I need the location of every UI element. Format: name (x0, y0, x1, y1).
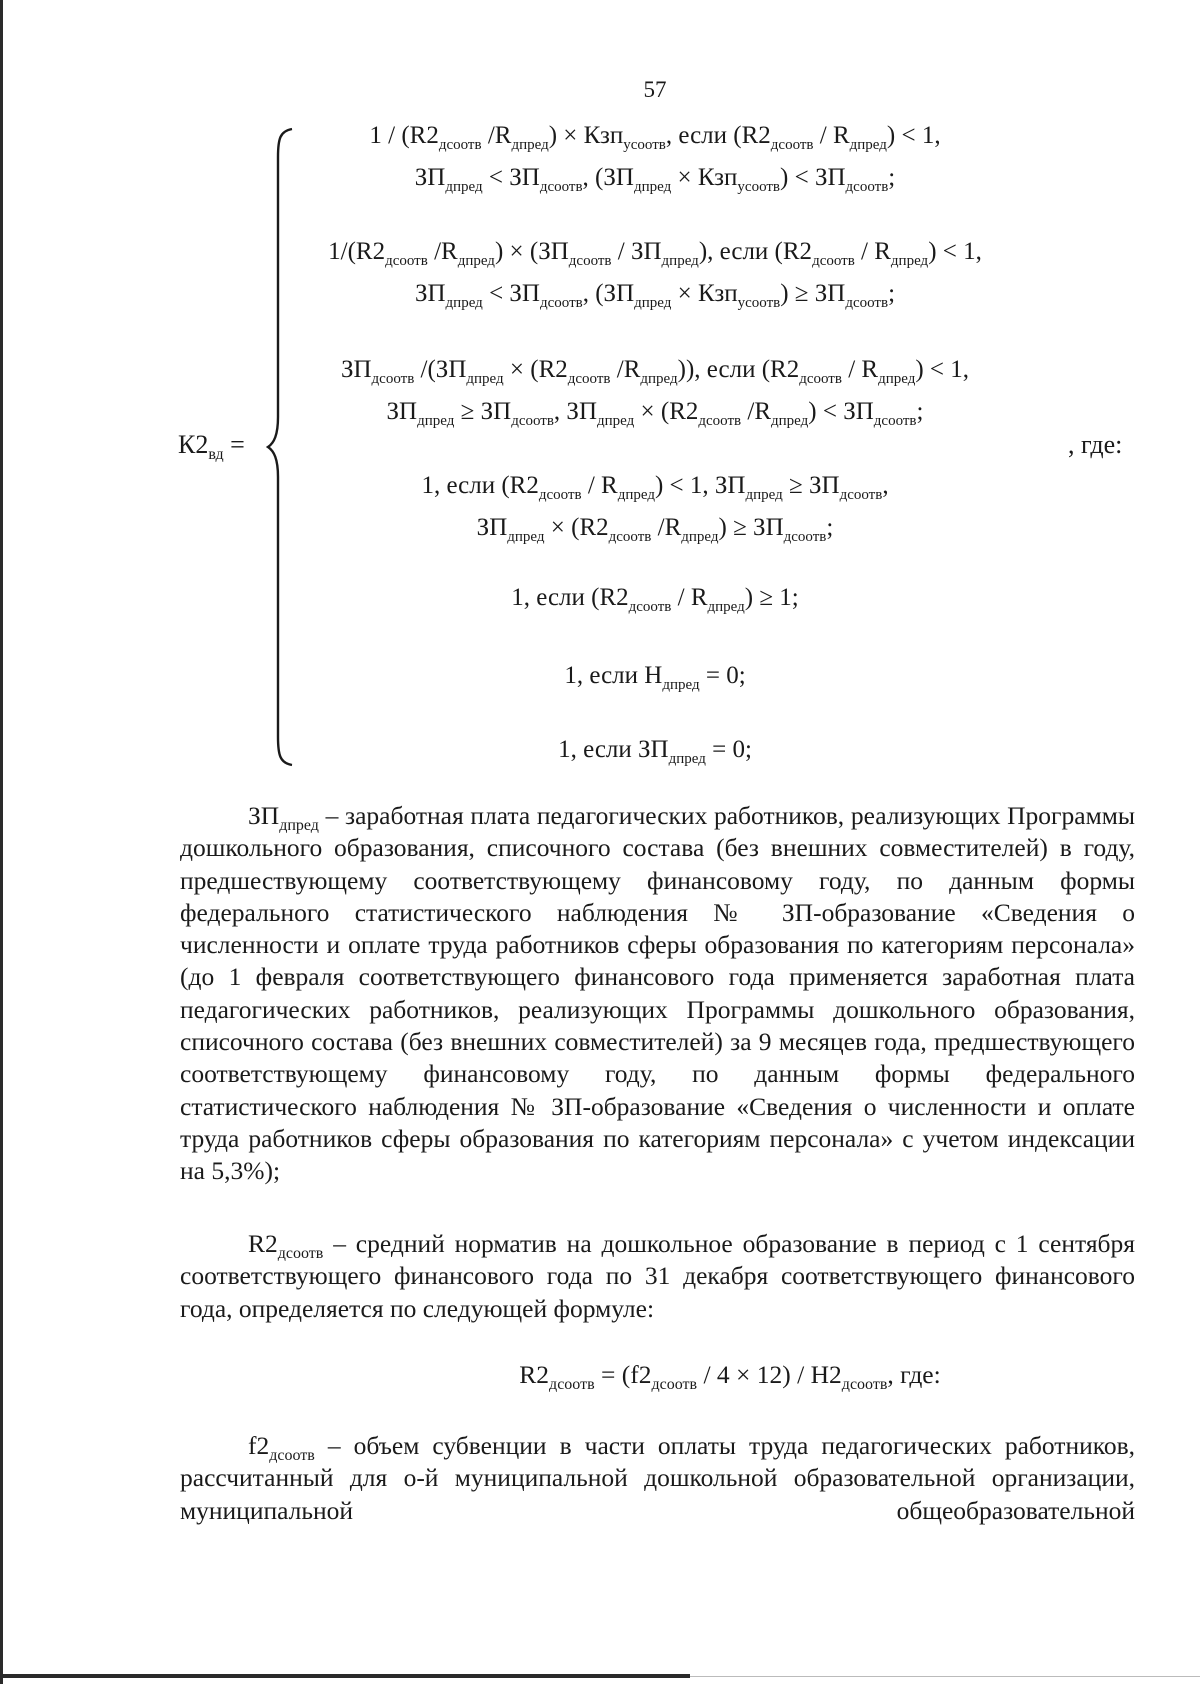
case-line: 1, если $Н_{дпред} = 0$; (564, 662, 746, 693)
case-line: 1, если $ЗП_{дпред} = 0$; (558, 736, 752, 767)
case-line: 1, если $(R2_{дсоотв} / R_{дпред}) < 1$, $ЗП_{дпред} \ge ЗП_{дсоотв}$, (421, 472, 889, 503)
scan-edge (0, 1674, 690, 1678)
case-line: $1 / (R2_{дсоотв}$ $/R_{дпред}) \times Кзп_{усоотв}$, если $(R2_{дсоотв} / R_{дпред}) < 1$, (369, 122, 941, 153)
r2-formula: $R2_{дсоотв} = (f2_{дсоотв} / 4 \times 12) / Н2_{дсоотв}$, где: (519, 1360, 941, 1393)
case-line: $ЗП_{дпред} < ЗП_{дсоотв}$, $(ЗП_{дпред} \times Кзп_{усоотв}) < ЗП_{дсоотв}$; (414, 164, 896, 195)
definition-paragraph: $ЗП_{дпред}$ – заработная плата педагогических работников, реализующих Программы дошкольного образования, списочного состава (без внешних совместителей) в году, предшествующему соответствующему финансовому году, по данным формы федерального статистического наблюдения № ЗП-образование «Сведения о численности и оплате труда работников сферы образования по категориям персонала» (до 1 февраля соответствующего финансового года применяется заработная плата педагогических работников, реализующих Программы дошкольного образования, списочного состава (без внешних совместителей) за 9 месяцев года, предшествующего соответствующему финансовому году, по данным формы федерального статистического наблюдения № ЗП-образование «Сведения о численности и оплате труда работников сферы образования по категориям персонала» с учетом индексации на 5,3%); (180, 801, 1135, 1186)
definition-paragraph: $f2_{дсоотв}$ – объем субвенции в части оплаты труда педагогических работников, рассчитанный для о-й муниципальной дошкольной образовательной организации, муниципальной общеобразовательной (180, 1431, 1135, 1525)
case-line: 1, если $(R2_{дсоотв} / R_{дпред}) \ge 1$; (511, 584, 799, 615)
term: f2 (248, 1431, 270, 1460)
case-line: $ЗП_{дсоотв}$ $/(ЗП_{дпред} \times (R2_{дсоотв}$ $/R_{дпред}$)), если $(R2_{дсоотв} / R_{дпред}) < 1$, (340, 356, 970, 387)
term: R2 (248, 1229, 278, 1258)
scan-edge (690, 1676, 1200, 1677)
case-line: $ЗП_{дпред} < ЗП_{дсоотв}$, $(ЗП_{дпред} \times Кзп_{усоотв}) \ge ЗП_{дсоотв}$; (414, 280, 896, 311)
term: ЗП (248, 801, 280, 830)
page-number: 57 (643, 77, 667, 102)
case-line: $ЗП_{дпред} \ge ЗП_{дсоотв}$, $ЗП_{дпред} \times (R2_{дсоотв}$ $/R_{дпред}) < ЗП_{дсоотв}$; (386, 398, 924, 429)
definition-paragraph: $R2_{дсоотв}$ – средний норматив на дошкольное образование в период с 1 сентября соответствующего финансового года по 31 декабря соответствующего финансового года, определяется по следующей формуле: (180, 1229, 1135, 1323)
definition-text: – средний норматив на дошкольное образование в период с 1 сентября соответствующего финансового года по 31 декабря соответствующего финансового года, определяется по следующей формуле: (180, 1229, 1135, 1323)
where-label: , где: (1068, 430, 1123, 459)
k2-formula-label: $К2_{вд}$ = (178, 430, 245, 463)
case-line: $1/(R2_{дсоотв}$ $/R_{дпред}) \times (ЗП_{дсоотв} / ЗП_{дпред})$, если $(R2_{дсоотв} / R_{дпред}) < 1$, (328, 238, 982, 269)
definition-text: – заработная плата педагогических работников, реализующих Программы дошкольного образования, списочного состава (без внешних совместителей) в году, предшествующему соответствующему финансовому году, по данным формы федерального статистического наблюдения № ЗП-образование «Сведения о численности и оплате труда работников сферы образования по категориям персонала» (до 1 февраля соответствующего финансового года применяется заработная плата педагогических работников, реализующих Программы дошкольного образования, списочного состава (без внешних совместителей) за 9 месяцев года, предшествующего соответствующему финансовому году, по данным формы федерального статистического наблюдения № ЗП-образование «Сведения о численности и оплате труда работников сферы образования по категориям персонала» с учетом индексации на 5,3%); (180, 801, 1135, 1186)
definition-text: – объем субвенции в части оплаты труда педагогических работников, рассчитанный для о-й муниципальной дошкольной образовательной организации, муниципальной общеобразовательной (180, 1431, 1135, 1525)
case-line: $ЗП_{дпред} \times (R2_{дсоотв}$ $/R_{дпред}) \ge ЗП_{дсоотв}$; (476, 514, 834, 545)
scan-edge (0, 0, 3, 1684)
